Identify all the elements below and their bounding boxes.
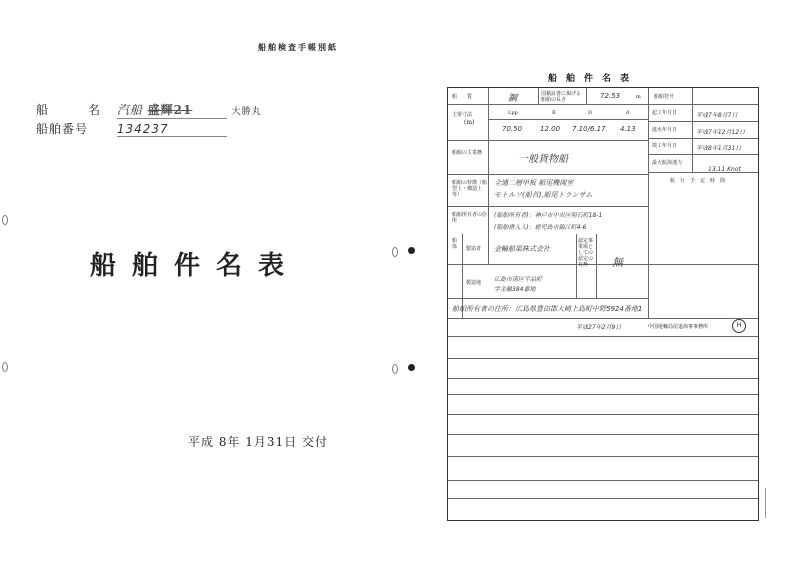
label-main-dims: 主要寸法 [452, 112, 473, 118]
ship-name-field [117, 101, 227, 119]
label-completed: 竣工年月日 [652, 143, 678, 149]
value-owner-1: (船舶所有者)：神戸市中央区明石町18-1 [494, 212, 603, 219]
ship-name-new: 大勝丸 [231, 107, 262, 117]
value-launched: 平成7年12月12日 [696, 129, 746, 136]
value-max-speed: 13.11 Knot [708, 166, 741, 173]
label-d: D [588, 110, 593, 116]
label-maker: 製造者 [466, 246, 482, 252]
value-maker-addr-1: 広島市南区宇品町 [494, 276, 543, 283]
value-features-1: 全通二層甲板 船尾機関室 [494, 179, 574, 187]
label-lpp: Lpp [508, 110, 518, 116]
value-maker: 金輪船渠株式会社 [494, 245, 550, 253]
ship-name-row [36, 101, 262, 119]
ship-name-handwritten: 汽船 [116, 103, 143, 117]
label-main-dims-unit: (m) [464, 119, 475, 126]
ship-number-handwritten: 134237 [117, 122, 227, 137]
issue-date: 平成 8年 1月31日 交付 [188, 435, 328, 449]
binding-mark [2, 362, 8, 372]
binding-mark [392, 364, 398, 374]
value-owner-change: 船舶所有者の住所：広島県豊田郡大崎上島町中野5924番地1 [452, 305, 643, 313]
scan-artifact [765, 488, 766, 518]
ship-name-label: 船 名 [36, 103, 102, 117]
value-registry-length: 72.53 [600, 92, 621, 100]
value-use: 一般貨物船 [518, 154, 568, 165]
form-title: 船舶件名表 [548, 74, 639, 84]
label-keel-laid: 起工年月日 [652, 110, 678, 116]
label-b: B [552, 110, 556, 116]
value-keel-laid: 平成7年8月7日 [696, 112, 738, 119]
value-owner-2: (船舶借入人)：鹿児島市錦江町4-6 [494, 224, 587, 231]
label-certified: 認定事業場としての認定の有無 [578, 238, 594, 268]
label-d2: d [626, 110, 630, 116]
seal-stamp: H [732, 319, 746, 333]
label-voyage: 航 行 予 定 時 間 [670, 178, 726, 184]
label-signal: 船舶符号 [654, 94, 675, 100]
label-meter: m [636, 94, 641, 100]
label-launched: 進水年月日 [652, 127, 678, 133]
header-note: 船舶検査手帳別紙 [258, 42, 338, 52]
label-use: 船舶の主業務 [452, 150, 483, 156]
punch-hole [408, 247, 415, 254]
value-change-date: 平成27年2月9日 [576, 324, 622, 331]
label-owner: 船舶所有者の住所 [452, 212, 488, 224]
label-maker-addr: 製造地 [466, 280, 482, 286]
value-b: 12.00 [540, 125, 561, 133]
value-change-office: 中国運輸局尾道海事事務所 [648, 324, 709, 330]
label-body: 船体 [452, 238, 458, 250]
value-features-2: モトルソ(船首),船尾トランサム [494, 191, 593, 199]
label-features: 船舶の特徴（船型上・構造上等） [452, 180, 488, 198]
value-maker-addr-2: 字金輪384番地 [494, 286, 536, 293]
ship-name-struck: 盛輝21 [147, 103, 193, 117]
value-material: 鋼 [508, 94, 518, 104]
binding-mark [392, 247, 398, 257]
value-completed: 平成8年1月31日 [696, 145, 742, 152]
value-d: 7.10/6.17 [572, 125, 606, 133]
page-title: 船舶件名表 [90, 251, 301, 281]
ship-number-label: 船舶番号 [36, 122, 89, 136]
label-material: 船 質 [452, 94, 473, 100]
value-lpp: 70.50 [502, 125, 523, 133]
value-certified: 無 [612, 256, 623, 269]
label-max-speed: 最大航海速力 [652, 160, 683, 166]
label-registry-length: 国籍証書に掲げる船舶の長さ [541, 91, 582, 103]
ship-form [447, 87, 759, 521]
value-d2: 4.13 [620, 125, 636, 133]
binding-mark [2, 215, 8, 225]
punch-hole [408, 364, 415, 371]
ship-number-row [36, 120, 227, 137]
